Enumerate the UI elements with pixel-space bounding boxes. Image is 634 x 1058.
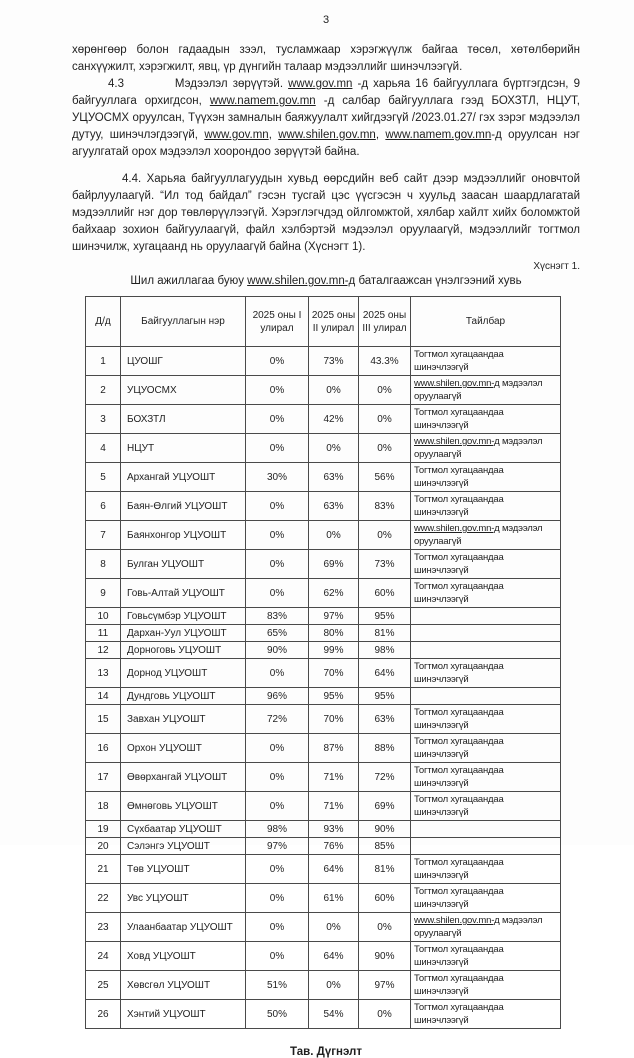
table-row bbox=[86, 942, 561, 971]
organization-name: Орхон УЦУОШТ bbox=[121, 734, 246, 763]
q1-value: 90% bbox=[246, 642, 309, 659]
paragraph-4-4 bbox=[72, 171, 580, 256]
row-number: 22 bbox=[86, 884, 121, 913]
table-row bbox=[86, 1000, 561, 1029]
remark-cell bbox=[411, 642, 561, 659]
q1-value: 0% bbox=[246, 734, 309, 763]
row-number: 8 bbox=[86, 550, 121, 579]
row-number: 11 bbox=[86, 625, 121, 642]
row-number: 21 bbox=[86, 855, 121, 884]
row-number: 12 bbox=[86, 642, 121, 659]
q2-value: 0% bbox=[309, 376, 359, 405]
table-body bbox=[86, 347, 561, 1029]
q1-value: 97% bbox=[246, 838, 309, 855]
q3-value: 95% bbox=[359, 608, 411, 625]
q3-value: 63% bbox=[359, 705, 411, 734]
q2-value: 63% bbox=[309, 463, 359, 492]
remark-cell: Тогтмол хугацаандаа шинэчлээгүй bbox=[411, 855, 561, 884]
link[interactable]: www.gov.mn bbox=[204, 129, 269, 141]
q1-value: 30% bbox=[246, 463, 309, 492]
organization-name: Говьсүмбэр УЦУОШТ bbox=[121, 608, 246, 625]
organization-name: Дорноговь УЦУОШТ bbox=[121, 642, 246, 659]
table-row bbox=[86, 434, 561, 463]
q3-value: 43.3% bbox=[359, 347, 411, 376]
remark-cell: Тогтмол хугацаандаа шинэчлээгүй bbox=[411, 550, 561, 579]
remark-cell: Тогтмол хугацаандаа шинэчлээгүй bbox=[411, 405, 561, 434]
organization-name: Хөвсгөл УЦУОШТ bbox=[121, 971, 246, 1000]
remark-cell: Тогтмол хугацаандаа шинэчлээгүй bbox=[411, 659, 561, 688]
q3-value: 81% bbox=[359, 625, 411, 642]
table-row bbox=[86, 625, 561, 642]
row-number: 25 bbox=[86, 971, 121, 1000]
q1-value: 0% bbox=[246, 942, 309, 971]
remark-cell bbox=[411, 821, 561, 838]
row-number: 7 bbox=[86, 521, 121, 550]
organization-name: Баян-Өлгий УЦУОШТ bbox=[121, 492, 246, 521]
q2-value: 0% bbox=[309, 521, 359, 550]
q2-value: 69% bbox=[309, 550, 359, 579]
organization-name: Дорнод УЦУОШТ bbox=[121, 659, 246, 688]
q3-value: 69% bbox=[359, 792, 411, 821]
q1-value: 0% bbox=[246, 405, 309, 434]
remark-cell: Тогтмол хугацаандаа шинэчлээгүй bbox=[411, 884, 561, 913]
organization-name: НЦУТ bbox=[121, 434, 246, 463]
q1-value: 0% bbox=[246, 884, 309, 913]
q3-value: 83% bbox=[359, 492, 411, 521]
q1-value: 50% bbox=[246, 1000, 309, 1029]
link[interactable]: www.shilen.gov.mn-д bbox=[414, 915, 500, 926]
organization-name: УЦУОСМХ bbox=[121, 376, 246, 405]
table-row bbox=[86, 521, 561, 550]
row-number: 2 bbox=[86, 376, 121, 405]
text-segment: , bbox=[268, 129, 279, 141]
table-row bbox=[86, 688, 561, 705]
q1-value: 0% bbox=[246, 521, 309, 550]
remark-cell: Тогтмол хугацаандаа шинэчлээгүй bbox=[411, 971, 561, 1000]
q1-value: 96% bbox=[246, 688, 309, 705]
q2-value: 97% bbox=[309, 608, 359, 625]
remark-cell: Тогтмол хугацаандаа шинэчлээгүй bbox=[411, 463, 561, 492]
remark-cell: Тогтмол хугацаандаа шинэчлээгүй bbox=[411, 734, 561, 763]
q3-value: 90% bbox=[359, 821, 411, 838]
organization-name: Завхан УЦУОШТ bbox=[121, 705, 246, 734]
row-number: 1 bbox=[86, 347, 121, 376]
table-row bbox=[86, 405, 561, 434]
organization-name: Төв УЦУОШТ bbox=[121, 855, 246, 884]
row-number: 23 bbox=[86, 913, 121, 942]
q2-value: 54% bbox=[309, 1000, 359, 1029]
q3-value: 73% bbox=[359, 550, 411, 579]
organization-name: Говь-Алтай УЦУОШТ bbox=[121, 579, 246, 608]
text-segment: Шил ажиллагаа буюу bbox=[130, 275, 248, 287]
q1-value: 0% bbox=[246, 855, 309, 884]
text-segment: хөрөнгөөр болон гадаадын зээл, тусламжаар хэрэгжүүлж байгаа төсөл, хөтөлбөрийн санхүүжилт, хэрэгжилт, явц, үр дүнгийн талаар мэдээллийг шинэчлээгүй. bbox=[72, 44, 580, 73]
row-number: 18 bbox=[86, 792, 121, 821]
table-row bbox=[86, 550, 561, 579]
q1-value: 0% bbox=[246, 659, 309, 688]
q2-value: 0% bbox=[309, 913, 359, 942]
q1-value: 51% bbox=[246, 971, 309, 1000]
q2-value: 71% bbox=[309, 792, 359, 821]
table-row bbox=[86, 855, 561, 884]
remark-cell: Тогтмол хугацаандаа шинэчлээгүй bbox=[411, 942, 561, 971]
q2-value: 99% bbox=[309, 642, 359, 659]
column-header-remark: Тайлбар bbox=[411, 297, 561, 347]
q3-value: 0% bbox=[359, 376, 411, 405]
q3-value: 90% bbox=[359, 942, 411, 971]
table-row bbox=[86, 971, 561, 1000]
text-segment: -д оруулсан нэг агуулгатай орох мэдээлэл хоорондоо зөрүүтэй байна. bbox=[72, 129, 581, 158]
organization-name: Сэлэнгэ УЦУОШТ bbox=[121, 838, 246, 855]
paragraph-continuation bbox=[72, 42, 580, 76]
q3-value: 0% bbox=[359, 913, 411, 942]
q2-value: 64% bbox=[309, 942, 359, 971]
text-segment: 4.3 Мэдээлэл зөрүүтэй. bbox=[108, 78, 289, 90]
link[interactable]: www.namem.gov.mn bbox=[385, 129, 492, 141]
q2-value: 70% bbox=[309, 659, 359, 688]
text-segment: -д харьяа 16 байгууллага бүртгэгдсэн, 9 байгууллага орхигдсон, bbox=[72, 78, 580, 107]
q3-value: 56% bbox=[359, 463, 411, 492]
link[interactable]: www.shilen.gov.mn-д bbox=[247, 275, 356, 287]
q3-value: 81% bbox=[359, 855, 411, 884]
q1-value: 72% bbox=[246, 705, 309, 734]
organization-name: Ховд УЦУОШТ bbox=[121, 942, 246, 971]
table-row bbox=[86, 608, 561, 625]
text-segment: -д салбар байгууллага гээд БОХЗТЛ, НЦУТ, УЦУОСМХ оруулсан, Түүхэн замналын баяжуулалт хийгдээгүй /2023.01.27/ гэх зэрэг мэдээлэл дутуу, шинэчлэгдээгүй, bbox=[72, 95, 580, 141]
text-segment: , bbox=[375, 129, 386, 141]
remark-cell bbox=[411, 608, 561, 625]
q3-value: 60% bbox=[359, 884, 411, 913]
row-number: 16 bbox=[86, 734, 121, 763]
link[interactable]: www.shilen.gov.mn-д bbox=[414, 523, 500, 534]
q1-value: 98% bbox=[246, 821, 309, 838]
table-row bbox=[86, 734, 561, 763]
organization-name: Улаанбаатар УЦУОШТ bbox=[121, 913, 246, 942]
link[interactable]: www.shilen.gov.mn-д bbox=[414, 378, 500, 389]
table-row bbox=[86, 838, 561, 855]
page-number: 3 bbox=[322, 14, 330, 26]
remark-cell bbox=[411, 625, 561, 642]
assessment-table bbox=[85, 296, 561, 1029]
link[interactable]: www.shilen.gov.mn bbox=[278, 129, 376, 141]
remark-cell: www.shilen.gov.mn-д мэдээлэл оруулаагүй bbox=[411, 913, 561, 942]
q1-value: 0% bbox=[246, 550, 309, 579]
table-row bbox=[86, 642, 561, 659]
remark-cell: Тогтмол хугацаандаа шинэчлээгүй bbox=[411, 763, 561, 792]
q3-value: 85% bbox=[359, 838, 411, 855]
column-header-num: Д/д bbox=[86, 297, 121, 347]
q3-value: 98% bbox=[359, 642, 411, 659]
q2-value: 87% bbox=[309, 734, 359, 763]
organization-name: Хэнтий УЦУОШТ bbox=[121, 1000, 246, 1029]
row-number: 6 bbox=[86, 492, 121, 521]
remark-cell bbox=[411, 838, 561, 855]
organization-name: Баянхонгор УЦУОШТ bbox=[121, 521, 246, 550]
table-row bbox=[86, 763, 561, 792]
q1-value: 0% bbox=[246, 376, 309, 405]
q3-value: 88% bbox=[359, 734, 411, 763]
table-row bbox=[86, 376, 561, 405]
table-caption bbox=[72, 275, 580, 287]
remark-cell: www.shilen.gov.mn-д мэдээлэл оруулаагүй bbox=[411, 434, 561, 463]
q2-value: 42% bbox=[309, 405, 359, 434]
column-header-q1: 2025 оны I улирал bbox=[246, 297, 309, 347]
remark-cell: Тогтмол хугацаандаа шинэчлээгүй bbox=[411, 347, 561, 376]
text-segment: 4.4. Харьяа байгууллагуудын хувьд өөрсдийн веб сайт дээр мэдээллийг оновчтой байрлуулаагүй. “Ил тод байдал” гэсэн тусгай цэс үүсгэсэн ч хуульд заасан шаардлагатай мэдээллийг нэг дор төвлөрүүлээгүй. Хэрэглэгчдэд ойлгомжтой, хялбар хайлт хийх боломжтой байхаар зохион байгуулаагүй, файл хэлбэртэй мэдээлэл оруулаагүй, мэдээллийг тогтмол шинэчилж, хугацаанд нь оруулаагүй байна (Хүснэгт 1). bbox=[72, 173, 580, 253]
q3-value: 0% bbox=[359, 405, 411, 434]
q2-value: 95% bbox=[309, 688, 359, 705]
q2-value: 71% bbox=[309, 763, 359, 792]
table-head bbox=[86, 297, 561, 347]
q3-value: 97% bbox=[359, 971, 411, 1000]
organization-name: БОХЗТЛ bbox=[121, 405, 246, 434]
remark-cell: Тогтмол хугацаандаа шинэчлээгүй bbox=[411, 1000, 561, 1029]
organization-name: Өвөрхангай УЦУОШТ bbox=[121, 763, 246, 792]
q1-value: 0% bbox=[246, 579, 309, 608]
table-row bbox=[86, 492, 561, 521]
column-header-name: Байгууллагын нэр bbox=[121, 297, 246, 347]
table-row bbox=[86, 659, 561, 688]
q2-value: 63% bbox=[309, 492, 359, 521]
q3-value: 60% bbox=[359, 579, 411, 608]
q1-value: 65% bbox=[246, 625, 309, 642]
q3-value: 64% bbox=[359, 659, 411, 688]
q1-value: 83% bbox=[246, 608, 309, 625]
link[interactable]: www.gov.mn bbox=[288, 78, 353, 90]
q3-value: 0% bbox=[359, 434, 411, 463]
organization-name: Сүхбаатар УЦУОШТ bbox=[121, 821, 246, 838]
row-number: 17 bbox=[86, 763, 121, 792]
remark-cell: Тогтмол хугацаандаа шинэчлээгүй bbox=[411, 792, 561, 821]
q2-value: 93% bbox=[309, 821, 359, 838]
q2-value: 62% bbox=[309, 579, 359, 608]
remark-cell: www.shilen.gov.mn-д мэдээлэл оруулаагүй bbox=[411, 376, 561, 405]
table-row bbox=[86, 913, 561, 942]
remark-cell: Тогтмол хугацаандаа шинэчлээгүй bbox=[411, 579, 561, 608]
q2-value: 64% bbox=[309, 855, 359, 884]
q1-value: 0% bbox=[246, 492, 309, 521]
table-row bbox=[86, 705, 561, 734]
q3-value: 72% bbox=[359, 763, 411, 792]
organization-name: Увс УЦУОШТ bbox=[121, 884, 246, 913]
q3-value: 95% bbox=[359, 688, 411, 705]
section-heading-conclusion: Тав. Дүгнэлт bbox=[290, 1046, 362, 1058]
remark-cell: Тогтмол хугацаандаа шинэчлээгүй bbox=[411, 705, 561, 734]
link[interactable]: www.namem.gov.mn bbox=[209, 95, 316, 107]
row-number: 5 bbox=[86, 463, 121, 492]
table-row bbox=[86, 347, 561, 376]
text-segment: баталгаажсан үнэлгээний хувь bbox=[355, 275, 522, 287]
remark-cell: www.shilen.gov.mn-д мэдээлэл оруулаагүй bbox=[411, 521, 561, 550]
table-row bbox=[86, 463, 561, 492]
row-number: 26 bbox=[86, 1000, 121, 1029]
remark-cell bbox=[411, 688, 561, 705]
row-number: 20 bbox=[86, 838, 121, 855]
q2-value: 61% bbox=[309, 884, 359, 913]
q2-value: 80% bbox=[309, 625, 359, 642]
organization-name: ЦУОШГ bbox=[121, 347, 246, 376]
row-number: 19 bbox=[86, 821, 121, 838]
column-header-q2: 2025 оны II улирал bbox=[309, 297, 359, 347]
q2-value: 73% bbox=[309, 347, 359, 376]
table-row bbox=[86, 792, 561, 821]
header-row bbox=[86, 297, 561, 347]
row-number: 4 bbox=[86, 434, 121, 463]
organization-name: Архангай УЦУОШТ bbox=[121, 463, 246, 492]
organization-name: Дархан-Уул УЦУОШТ bbox=[121, 625, 246, 642]
table-label: Хүснэгт 1. bbox=[533, 261, 580, 272]
q3-value: 0% bbox=[359, 521, 411, 550]
row-number: 24 bbox=[86, 942, 121, 971]
table-row bbox=[86, 884, 561, 913]
table-row bbox=[86, 579, 561, 608]
q2-value: 76% bbox=[309, 838, 359, 855]
table-row bbox=[86, 821, 561, 838]
q3-value: 0% bbox=[359, 1000, 411, 1029]
row-number: 10 bbox=[86, 608, 121, 625]
q1-value: 0% bbox=[246, 434, 309, 463]
row-number: 14 bbox=[86, 688, 121, 705]
row-number: 3 bbox=[86, 405, 121, 434]
organization-name: Өмнөговь УЦУОШТ bbox=[121, 792, 246, 821]
q1-value: 0% bbox=[246, 347, 309, 376]
row-number: 15 bbox=[86, 705, 121, 734]
column-header-q3: 2025 оны III улирал bbox=[359, 297, 411, 347]
q1-value: 0% bbox=[246, 792, 309, 821]
remark-cell: Тогтмол хугацаандаа шинэчлээгүй bbox=[411, 492, 561, 521]
row-number: 13 bbox=[86, 659, 121, 688]
organization-name: Булган УЦУОШТ bbox=[121, 550, 246, 579]
organization-name: Дундговь УЦУОШТ bbox=[121, 688, 246, 705]
q2-value: 0% bbox=[309, 971, 359, 1000]
paragraph-4-3 bbox=[72, 76, 580, 161]
q2-value: 70% bbox=[309, 705, 359, 734]
q1-value: 0% bbox=[246, 913, 309, 942]
q2-value: 0% bbox=[309, 434, 359, 463]
row-number: 9 bbox=[86, 579, 121, 608]
q1-value: 0% bbox=[246, 763, 309, 792]
link[interactable]: www.shilen.gov.mn-д bbox=[414, 436, 500, 447]
